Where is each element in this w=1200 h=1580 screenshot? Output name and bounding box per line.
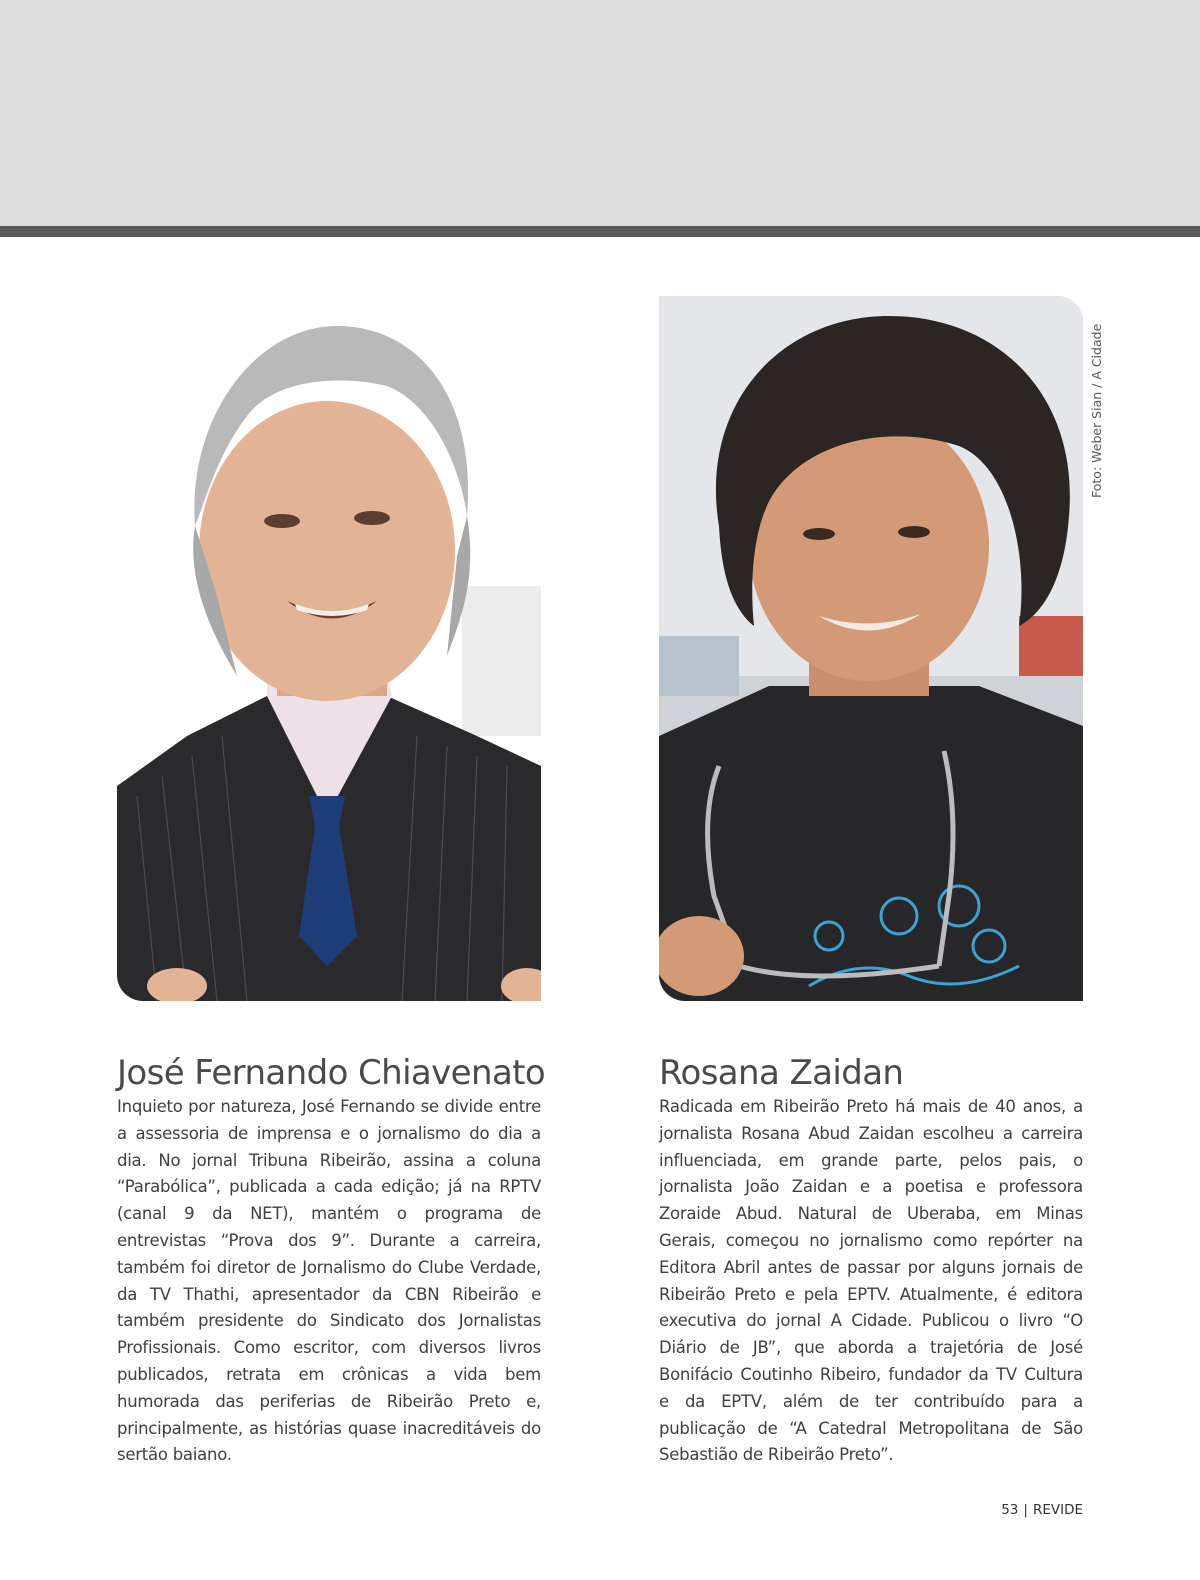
header-divider-rule [0, 226, 1200, 237]
magazine-name: REVIDE [1032, 1502, 1083, 1518]
profile-bio: Inquieto por natureza, José Fernando se divide entre a assessoria de imprensa e o jornalismo do dia a dia. No jornal Tribuna Ribeirão, assina a coluna “Parabólica”, publicada a cada edição; já na RPTV (canal 9 da NET), mantém o programa de entrevistas “Prova dos 9”. Durante a carreira, também foi diretor de Jornalismo do Clube Verdade, da TV Thathi, apresentador da CBN Ribeirão e também presidente do Sindicato dos Jornalistas Profissionais. Como escritor, com diversos livros publicados, retrata em crônicas a vida bem humorada das periferias de Ribeirão Preto e, principalmente, as histórias quase inacreditáveis do sertão baiano. [117, 1097, 541, 1465]
page-number: 53 [1001, 1502, 1019, 1518]
portrait-photo-left [117, 296, 541, 1001]
page-footer [1001, 1502, 1083, 1518]
header-gray-band [0, 0, 1200, 226]
profile-left [117, 1052, 546, 1469]
footer-separator: | [1023, 1502, 1028, 1518]
profile-bio: Radicada em Ribeirão Preto há mais de 40 anos, a jornalista Rosana Abud Zaidan escolheu a carreira influenciada, em grande parte, pelos pais, o jornalista João Zaidan e a poetisa e professora Zoraide Abud. Natural de Uberaba, em Minas Gerais, começou no jornalismo como repórter na Editora Abril antes de passar por alguns jornais de Ribeirão Preto e pela EPTV. Atualmente, é editora executiva do jornal A Cidade. Publicou o livro “O Diário de JB”, que aborda a trajetória de José Bonifácio Coutinho Ribeiro, fundador da TV Cultura e da EPTV, além de ter contribuído para a publicação de “A Catedral Metropolitana de São Sebastião de Ribeirão Preto”. [659, 1097, 1083, 1465]
profile-name: Rosana Zaidan [659, 1053, 904, 1093]
profile-name: José Fernando Chiavenato [117, 1053, 546, 1093]
woman-portrait-illustration [659, 296, 1083, 1001]
portrait-photo-right [659, 296, 1083, 1001]
profile-right [659, 1052, 1083, 1469]
man-portrait-illustration [117, 296, 541, 1001]
photo-credit: Foto: Weber Sian / A Cidade [1089, 323, 1104, 498]
